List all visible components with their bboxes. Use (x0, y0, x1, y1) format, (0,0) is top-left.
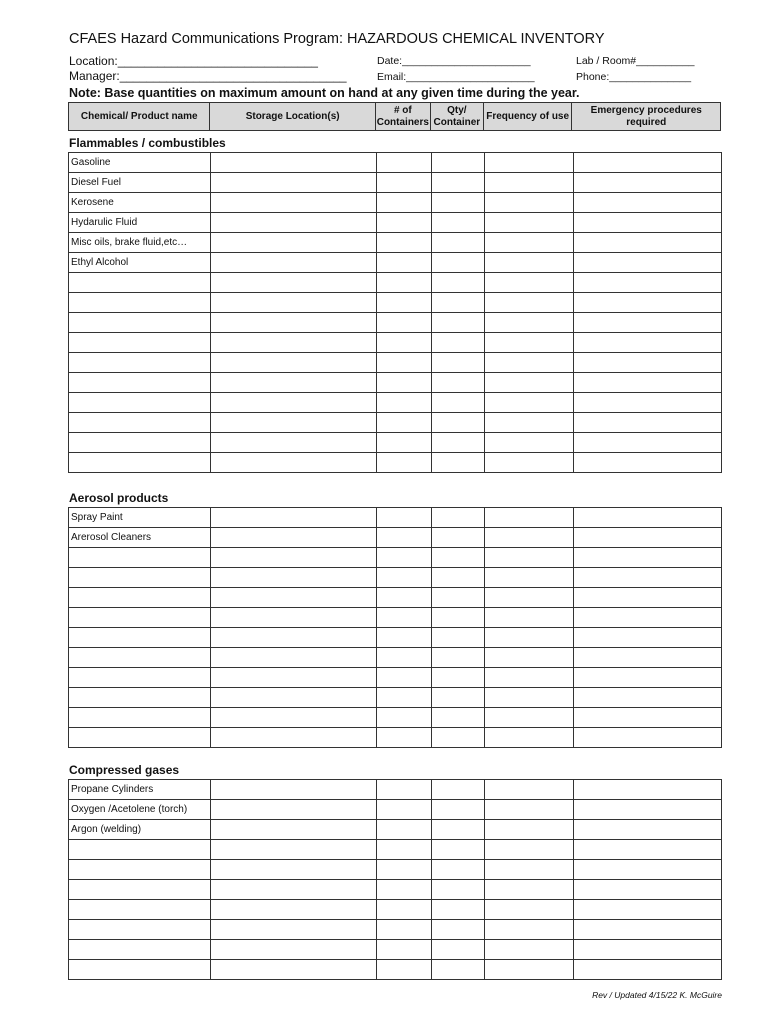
table-row (69, 648, 722, 668)
frequency-cell[interactable] (485, 820, 574, 840)
table-row (69, 233, 722, 253)
chemical-name-cell[interactable] (69, 728, 211, 748)
table-row (69, 568, 722, 588)
inventory-table-compressed-gases (68, 779, 722, 980)
frequency-cell[interactable] (485, 373, 574, 393)
num-containers-cell[interactable] (377, 233, 432, 253)
storage-location-cell[interactable] (211, 393, 377, 413)
emergency-procedures-cell[interactable] (574, 688, 722, 708)
chemical-name-cell[interactable] (69, 373, 211, 393)
chemical-name-cell[interactable] (69, 333, 211, 353)
num-containers-cell[interactable] (377, 940, 432, 960)
num-containers-cell[interactable] (377, 960, 432, 980)
table-row (69, 800, 722, 820)
table-row (69, 960, 722, 980)
frequency-cell[interactable] (485, 233, 574, 253)
num-containers-cell[interactable] (377, 333, 432, 353)
chemical-name-cell[interactable]: Hydarulic Fluid (69, 213, 211, 233)
storage-location-cell[interactable] (211, 548, 377, 568)
emergency-procedures-cell[interactable] (574, 900, 722, 920)
chemical-name-cell[interactable] (69, 860, 211, 880)
section-title-compressed-gases: Compressed gases (69, 763, 180, 777)
frequency-cell[interactable] (485, 840, 574, 860)
num-containers-cell[interactable] (377, 393, 432, 413)
qty-container-cell[interactable] (432, 780, 485, 800)
table-header (68, 102, 721, 131)
table-row (69, 708, 722, 728)
table-row (69, 840, 722, 860)
storage-location-cell[interactable] (211, 433, 377, 453)
qty-container-cell[interactable] (432, 920, 485, 940)
table-row (69, 900, 722, 920)
emergency-procedures-cell[interactable] (574, 528, 722, 548)
emergency-procedures-cell[interactable] (574, 213, 722, 233)
emergency-procedures-cell[interactable] (574, 820, 722, 840)
section-title-aerosol: Aerosol products (69, 491, 169, 505)
table-row (69, 940, 722, 960)
emergency-procedures-cell[interactable] (574, 508, 722, 528)
qty-container-cell[interactable] (432, 708, 485, 728)
chemical-name-cell[interactable]: Gasoline (69, 153, 211, 173)
frequency-cell[interactable] (485, 960, 574, 980)
storage-location-cell[interactable] (211, 960, 377, 980)
chemical-name-cell[interactable]: Spray Paint (69, 508, 211, 528)
qty-container-cell[interactable] (432, 433, 485, 453)
num-containers-cell[interactable] (377, 413, 432, 433)
num-containers-cell[interactable] (377, 213, 432, 233)
emergency-procedures-cell[interactable] (574, 960, 722, 980)
chemical-name-cell[interactable]: Argon (welding) (69, 820, 211, 840)
chemical-name-cell[interactable] (69, 353, 211, 373)
frequency-cell[interactable] (485, 800, 574, 820)
storage-location-cell[interactable] (211, 708, 377, 728)
num-containers-cell[interactable] (377, 780, 432, 800)
qty-container-cell[interactable] (432, 548, 485, 568)
num-containers-cell[interactable] (377, 608, 432, 628)
qty-container-cell[interactable] (432, 413, 485, 433)
emergency-procedures-cell[interactable] (574, 568, 722, 588)
emergency-procedures-cell[interactable] (574, 780, 722, 800)
frequency-cell[interactable] (485, 940, 574, 960)
num-containers-cell[interactable] (377, 273, 432, 293)
storage-location-cell[interactable] (211, 153, 377, 173)
storage-location-cell[interactable] (211, 453, 377, 473)
chemical-name-cell[interactable] (69, 668, 211, 688)
frequency-cell[interactable] (485, 548, 574, 568)
table-row (69, 548, 722, 568)
storage-location-cell[interactable] (211, 293, 377, 313)
num-containers-cell[interactable] (377, 253, 432, 273)
emergency-procedures-cell[interactable] (574, 880, 722, 900)
revision-footer: Rev / Updated 4/15/22 K. McGuire (592, 990, 722, 1000)
header-storage-location: Storage Location(s) (210, 103, 375, 130)
storage-location-cell[interactable] (211, 588, 377, 608)
qty-container-cell[interactable] (432, 313, 485, 333)
table-row (69, 668, 722, 688)
manager-field[interactable]: Manager:__________________________________ (69, 69, 347, 83)
emergency-procedures-cell[interactable] (574, 413, 722, 433)
storage-location-cell[interactable] (211, 628, 377, 648)
storage-location-cell[interactable] (211, 820, 377, 840)
storage-location-cell[interactable] (211, 273, 377, 293)
frequency-cell[interactable] (485, 173, 574, 193)
table-row (69, 688, 722, 708)
frequency-cell[interactable] (485, 293, 574, 313)
frequency-cell[interactable] (485, 193, 574, 213)
chemical-name-cell[interactable] (69, 568, 211, 588)
num-containers-cell[interactable] (377, 688, 432, 708)
qty-container-cell[interactable] (432, 568, 485, 588)
qty-container-cell[interactable] (432, 628, 485, 648)
document-title: CFAES Hazard Communications Program: HAZARDOUS CHEMICAL INVENTORY (69, 31, 605, 47)
table-row (69, 253, 722, 273)
num-containers-cell[interactable] (377, 648, 432, 668)
frequency-cell[interactable] (485, 780, 574, 800)
num-containers-cell[interactable] (377, 373, 432, 393)
storage-location-cell[interactable] (211, 508, 377, 528)
emergency-procedures-cell[interactable] (574, 860, 722, 880)
header-emergency-procedures: Emergency procedures required (590, 104, 702, 128)
qty-container-cell[interactable] (432, 333, 485, 353)
storage-location-cell[interactable] (211, 413, 377, 433)
num-containers-cell[interactable] (377, 548, 432, 568)
lab-room-field[interactable]: Lab / Room#__________ (576, 55, 695, 67)
storage-location-cell[interactable] (211, 193, 377, 213)
table-row (69, 920, 722, 940)
qty-container-cell[interactable] (432, 173, 485, 193)
table-row (69, 628, 722, 648)
emergency-procedures-cell[interactable] (574, 253, 722, 273)
emergency-procedures-cell[interactable] (574, 273, 722, 293)
table-row (69, 393, 722, 413)
emergency-procedures-cell[interactable] (574, 608, 722, 628)
storage-location-cell[interactable] (211, 568, 377, 588)
emergency-procedures-cell[interactable] (574, 588, 722, 608)
frequency-cell[interactable] (485, 253, 574, 273)
chemical-name-cell[interactable] (69, 880, 211, 900)
frequency-cell[interactable] (485, 920, 574, 940)
chemical-name-cell[interactable] (69, 608, 211, 628)
qty-container-cell[interactable] (432, 293, 485, 313)
section-title-flammables: Flammables / combustibles (69, 136, 226, 150)
num-containers-cell[interactable] (377, 153, 432, 173)
frequency-cell[interactable] (485, 880, 574, 900)
frequency-cell[interactable] (485, 453, 574, 473)
emergency-procedures-cell[interactable] (574, 628, 722, 648)
chemical-name-cell[interactable] (69, 453, 211, 473)
table-row (69, 213, 722, 233)
qty-container-cell[interactable] (432, 608, 485, 628)
storage-location-cell[interactable] (211, 233, 377, 253)
qty-container-cell[interactable] (432, 373, 485, 393)
table-row (69, 333, 722, 353)
qty-container-cell[interactable] (432, 233, 485, 253)
qty-container-cell[interactable] (432, 528, 485, 548)
frequency-cell[interactable] (485, 528, 574, 548)
num-containers-cell[interactable] (377, 588, 432, 608)
frequency-cell[interactable] (485, 313, 574, 333)
emergency-procedures-cell[interactable] (574, 728, 722, 748)
qty-container-cell[interactable] (432, 353, 485, 373)
inventory-table-flammables (68, 152, 722, 473)
emergency-procedures-cell[interactable] (574, 193, 722, 213)
chemical-name-cell[interactable] (69, 960, 211, 980)
storage-location-cell[interactable] (211, 648, 377, 668)
num-containers-cell[interactable] (377, 900, 432, 920)
storage-location-cell[interactable] (211, 880, 377, 900)
chemical-name-cell[interactable] (69, 293, 211, 313)
emergency-procedures-cell[interactable] (574, 940, 722, 960)
emergency-procedures-cell[interactable] (574, 668, 722, 688)
emergency-procedures-cell[interactable] (574, 313, 722, 333)
frequency-cell[interactable] (485, 688, 574, 708)
qty-container-cell[interactable] (432, 153, 485, 173)
storage-location-cell[interactable] (211, 253, 377, 273)
table-row (69, 313, 722, 333)
frequency-cell[interactable] (485, 568, 574, 588)
table-row (69, 353, 722, 373)
quantity-note: Note: Base quantities on maximum amount on hand at any given time during the year. (69, 86, 580, 100)
frequency-cell[interactable] (485, 333, 574, 353)
chemical-name-cell[interactable] (69, 433, 211, 453)
qty-container-cell[interactable] (432, 900, 485, 920)
table-row (69, 293, 722, 313)
storage-location-cell[interactable] (211, 900, 377, 920)
chemical-name-cell[interactable] (69, 648, 211, 668)
chemical-name-cell[interactable] (69, 393, 211, 413)
chemical-name-cell[interactable]: Diesel Fuel (69, 173, 211, 193)
frequency-cell[interactable] (485, 393, 574, 413)
num-containers-cell[interactable] (377, 860, 432, 880)
emergency-procedures-cell[interactable] (574, 800, 722, 820)
emergency-procedures-cell[interactable] (574, 920, 722, 940)
storage-location-cell[interactable] (211, 780, 377, 800)
num-containers-cell[interactable] (377, 708, 432, 728)
frequency-cell[interactable] (485, 153, 574, 173)
chemical-name-cell[interactable]: Kerosene (69, 193, 211, 213)
qty-container-cell[interactable] (432, 453, 485, 473)
table-row (69, 153, 722, 173)
num-containers-cell[interactable] (377, 628, 432, 648)
emergency-procedures-cell[interactable] (574, 173, 722, 193)
qty-container-cell[interactable] (432, 393, 485, 413)
frequency-cell[interactable] (485, 413, 574, 433)
table-row (69, 728, 722, 748)
qty-container-cell[interactable] (432, 820, 485, 840)
qty-container-cell[interactable] (432, 960, 485, 980)
emergency-procedures-cell[interactable] (574, 233, 722, 253)
frequency-cell[interactable] (485, 353, 574, 373)
num-containers-cell[interactable] (377, 453, 432, 473)
table-row (69, 453, 722, 473)
storage-location-cell[interactable] (211, 688, 377, 708)
table-row (69, 273, 722, 293)
qty-container-cell[interactable] (432, 253, 485, 273)
table-row (69, 880, 722, 900)
num-containers-cell[interactable] (377, 800, 432, 820)
frequency-cell[interactable] (485, 648, 574, 668)
emergency-procedures-cell[interactable] (574, 393, 722, 413)
table-row (69, 780, 722, 800)
chemical-name-cell[interactable]: Oxygen /Acetolene (torch) (69, 800, 211, 820)
frequency-cell[interactable] (485, 433, 574, 453)
storage-location-cell[interactable] (211, 528, 377, 548)
table-row (69, 413, 722, 433)
frequency-cell[interactable] (485, 860, 574, 880)
num-containers-cell[interactable] (377, 668, 432, 688)
chemical-name-cell[interactable]: Arerosol Cleaners (69, 528, 211, 548)
emergency-procedures-cell[interactable] (574, 153, 722, 173)
frequency-cell[interactable] (485, 508, 574, 528)
qty-container-cell[interactable] (432, 840, 485, 860)
inventory-table-aerosol (68, 507, 722, 748)
qty-container-cell[interactable] (432, 880, 485, 900)
num-containers-cell[interactable] (377, 880, 432, 900)
frequency-cell[interactable] (485, 708, 574, 728)
num-containers-cell[interactable] (377, 508, 432, 528)
qty-container-cell[interactable] (432, 213, 485, 233)
emergency-procedures-cell[interactable] (574, 453, 722, 473)
num-containers-cell[interactable] (377, 433, 432, 453)
storage-location-cell[interactable] (211, 353, 377, 373)
qty-container-cell[interactable] (432, 193, 485, 213)
qty-container-cell[interactable] (432, 688, 485, 708)
emergency-procedures-cell[interactable] (574, 708, 722, 728)
storage-location-cell[interactable] (211, 313, 377, 333)
table-row (69, 433, 722, 453)
frequency-cell[interactable] (485, 728, 574, 748)
num-containers-cell[interactable] (377, 728, 432, 748)
num-containers-cell[interactable] (377, 313, 432, 333)
num-containers-cell[interactable] (377, 353, 432, 373)
header-qty-per-container: Qty/ Container (431, 103, 484, 130)
table-row (69, 608, 722, 628)
num-containers-cell[interactable] (377, 920, 432, 940)
chemical-name-cell[interactable] (69, 688, 211, 708)
table-row (69, 173, 722, 193)
frequency-cell[interactable] (485, 588, 574, 608)
num-containers-cell[interactable] (377, 293, 432, 313)
email-field[interactable]: Email:______________________ (377, 71, 535, 83)
emergency-procedures-cell[interactable] (574, 353, 722, 373)
qty-container-cell[interactable] (432, 860, 485, 880)
frequency-cell[interactable] (485, 213, 574, 233)
storage-location-cell[interactable] (211, 728, 377, 748)
storage-location-cell[interactable] (211, 940, 377, 960)
num-containers-cell[interactable] (377, 528, 432, 548)
table-row (69, 528, 722, 548)
emergency-procedures-cell[interactable] (574, 648, 722, 668)
chemical-name-cell[interactable] (69, 708, 211, 728)
qty-container-cell[interactable] (432, 648, 485, 668)
chemical-name-cell[interactable] (69, 940, 211, 960)
table-row (69, 508, 722, 528)
header-num-containers: # of Containers (376, 103, 431, 130)
table-row (69, 860, 722, 880)
chemical-name-cell[interactable] (69, 548, 211, 568)
storage-location-cell[interactable] (211, 920, 377, 940)
qty-container-cell[interactable] (432, 728, 485, 748)
qty-container-cell[interactable] (432, 273, 485, 293)
num-containers-cell[interactable] (377, 820, 432, 840)
frequency-cell[interactable] (485, 608, 574, 628)
num-containers-cell[interactable] (377, 840, 432, 860)
location-field[interactable]: Location:______________________________ (69, 54, 318, 68)
chemical-name-cell[interactable] (69, 840, 211, 860)
num-containers-cell[interactable] (377, 568, 432, 588)
frequency-cell[interactable] (485, 273, 574, 293)
emergency-procedures-cell[interactable] (574, 333, 722, 353)
chemical-name-cell[interactable] (69, 273, 211, 293)
chemical-name-cell[interactable]: Ethyl Alcohol (69, 253, 211, 273)
storage-location-cell[interactable] (211, 840, 377, 860)
storage-location-cell[interactable] (211, 173, 377, 193)
num-containers-cell[interactable] (377, 193, 432, 213)
chemical-name-cell[interactable]: Misc oils, brake fluid,etc… (69, 233, 211, 253)
storage-location-cell[interactable] (211, 608, 377, 628)
qty-container-cell[interactable] (432, 668, 485, 688)
frequency-cell[interactable] (485, 628, 574, 648)
header-chemical-name: Chemical/ Product name (69, 103, 210, 130)
phone-field[interactable]: Phone:______________ (576, 71, 692, 83)
date-field[interactable]: Date:______________________ (377, 55, 531, 67)
num-containers-cell[interactable] (377, 173, 432, 193)
emergency-procedures-cell[interactable] (574, 373, 722, 393)
chemical-name-cell[interactable] (69, 628, 211, 648)
frequency-cell[interactable] (485, 900, 574, 920)
table-row (69, 193, 722, 213)
table-row (69, 820, 722, 840)
qty-container-cell[interactable] (432, 508, 485, 528)
storage-location-cell[interactable] (211, 213, 377, 233)
storage-location-cell[interactable] (211, 800, 377, 820)
header-frequency-of-use: Frequency of use (484, 103, 573, 130)
storage-location-cell[interactable] (211, 333, 377, 353)
table-row (69, 373, 722, 393)
qty-container-cell[interactable] (432, 940, 485, 960)
frequency-cell[interactable] (485, 668, 574, 688)
chemical-name-cell[interactable] (69, 413, 211, 433)
storage-location-cell[interactable] (211, 373, 377, 393)
storage-location-cell[interactable] (211, 860, 377, 880)
emergency-procedures-cell[interactable] (574, 293, 722, 313)
emergency-procedures-cell[interactable] (574, 840, 722, 860)
qty-container-cell[interactable] (432, 588, 485, 608)
chemical-name-cell[interactable] (69, 313, 211, 333)
chemical-name-cell[interactable]: Propane Cylinders (69, 780, 211, 800)
chemical-name-cell[interactable] (69, 900, 211, 920)
storage-location-cell[interactable] (211, 668, 377, 688)
emergency-procedures-cell[interactable] (574, 433, 722, 453)
qty-container-cell[interactable] (432, 800, 485, 820)
chemical-name-cell[interactable] (69, 588, 211, 608)
table-row (69, 588, 722, 608)
emergency-procedures-cell[interactable] (574, 548, 722, 568)
chemical-name-cell[interactable] (69, 920, 211, 940)
